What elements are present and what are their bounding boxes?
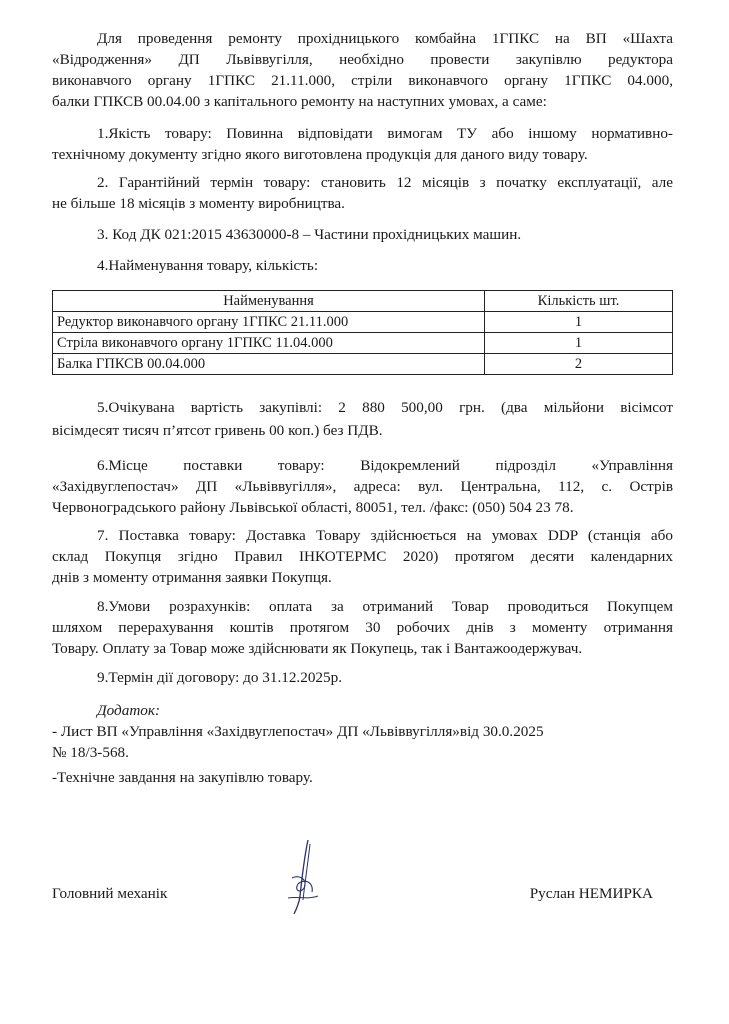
handwritten-signature [274,838,344,918]
item-3-code [52,224,673,245]
cell-name: Балка ГПКСВ 00.04.000 [53,354,485,375]
attachments-title: Додаток: [97,702,161,719]
table-row [53,312,673,333]
goods-table [52,290,673,375]
cell-quantity: 1 [485,312,673,333]
attachments [52,700,673,788]
item-4-line: 4.Найменування товару, кількість: [97,257,319,274]
item-6-delivery-place [52,455,673,518]
attachment-line: -Технічне завдання на закупівлю товару. [52,769,313,786]
table-row [53,354,673,375]
attachment-line: № 18/3-568. [52,744,129,761]
table-header-row [53,291,673,312]
item-1-line: технічному документу згідно якого виготовлена продукція для даного виду товару. [52,146,588,163]
attachment-line: - Лист ВП «Управління «Західвуглепостач» ДП «Львіввугілля»від 30.0.2025 [52,723,544,740]
signer-position: Головний механік [52,885,168,902]
header-quantity: Кількість шт. [485,291,673,312]
item-9-line: 9.Термін дії договору: до 31.12.2025р. [97,669,342,686]
intro-line: «Відродження» ДП Львіввугілля, необхідно провести закупівлю редуктора [52,51,673,68]
item-2-warranty [52,172,673,214]
item-5-line: 5.Очікувана вартість закупівлі: 2 880 500,00 грн. (два мільйони вісімсот [97,399,673,416]
cell-quantity: 2 [485,354,673,375]
header-name: Найменування [53,291,485,312]
intro-line: Для проведення ремонту прохідницького комбайна 1ГПКС на ВП «Шахта [97,30,673,47]
cell-name: Редуктор виконавчого органу 1ГПКС 21.11.000 [53,312,485,333]
item-2-line: 2. Гарантійний термін товару: становить 12 місяців з початку експлуатації, але [97,174,673,191]
item-3-line: 3. Код ДК 021:2015 43630000-8 – Частини прохідницьких машин. [97,226,522,243]
intro-line: балки ГПКСВ 00.04.00 з капітального ремонту на наступних умовах, а саме: [52,93,547,110]
item-1-quality [52,123,673,165]
item-6-line: 6.Місце поставки товару: Відокремлений підрозділ «Управління [97,457,673,474]
item-8-line: 8.Умови розрахунків: оплата за отриманий Товар проводиться Покупцем [97,598,673,615]
cell-name: Стріла виконавчого органу 1ГПКС 11.04.000 [53,333,485,354]
item-6-line: Червоноградського району Львівської області, 80051, тел. /факс: (050) 504 23 78. [52,499,574,516]
item-8-payment [52,596,673,659]
signer-name: Руслан НЕМИРКА [529,885,653,902]
intro-paragraph [52,28,673,112]
item-6-line: «Західвуглепостач» ДП «Львіввугілля», адреса: вул. Центральна, 112, с. Острів [52,478,673,495]
item-9-term [52,667,673,688]
item-1-line: 1.Якість товару: Повинна відповідати вимогам ТУ або іншому нормативно- [97,125,673,142]
item-7-line: днів з моменту отримання заявки Покупця. [52,569,332,586]
table-row [53,333,673,354]
item-7-line: 7. Поставка товару: Доставка Товару здійснюється на умовах DDP (станція або [97,527,673,544]
item-2-line: не більше 18 місяців з моменту виробництва. [52,195,345,212]
item-4-title [52,255,673,276]
cell-quantity: 1 [485,333,673,354]
item-8-line: Товару. Оплату за Товар може здійснювати як Покупець, так і Вантажоодержувач. [52,640,583,657]
item-7-line: склад Покупця згідно Правил ІНКОТЕРМС 2020) протягом десяти календарних [52,548,673,565]
intro-line: виконавчого органу 1ГПКС 21.11.000, стріли виконавчого органу 1ГПКС 04.000, [52,72,673,89]
item-5-cost [52,397,673,441]
item-7-delivery-terms [52,525,673,588]
item-8-line: шляхом перерахування коштів протягом 30 робочих днів з моменту отримання [52,619,673,636]
item-5-line: вісімдесят тисяч п’ятсот гривень 00 коп.) без ПДВ. [52,422,383,439]
